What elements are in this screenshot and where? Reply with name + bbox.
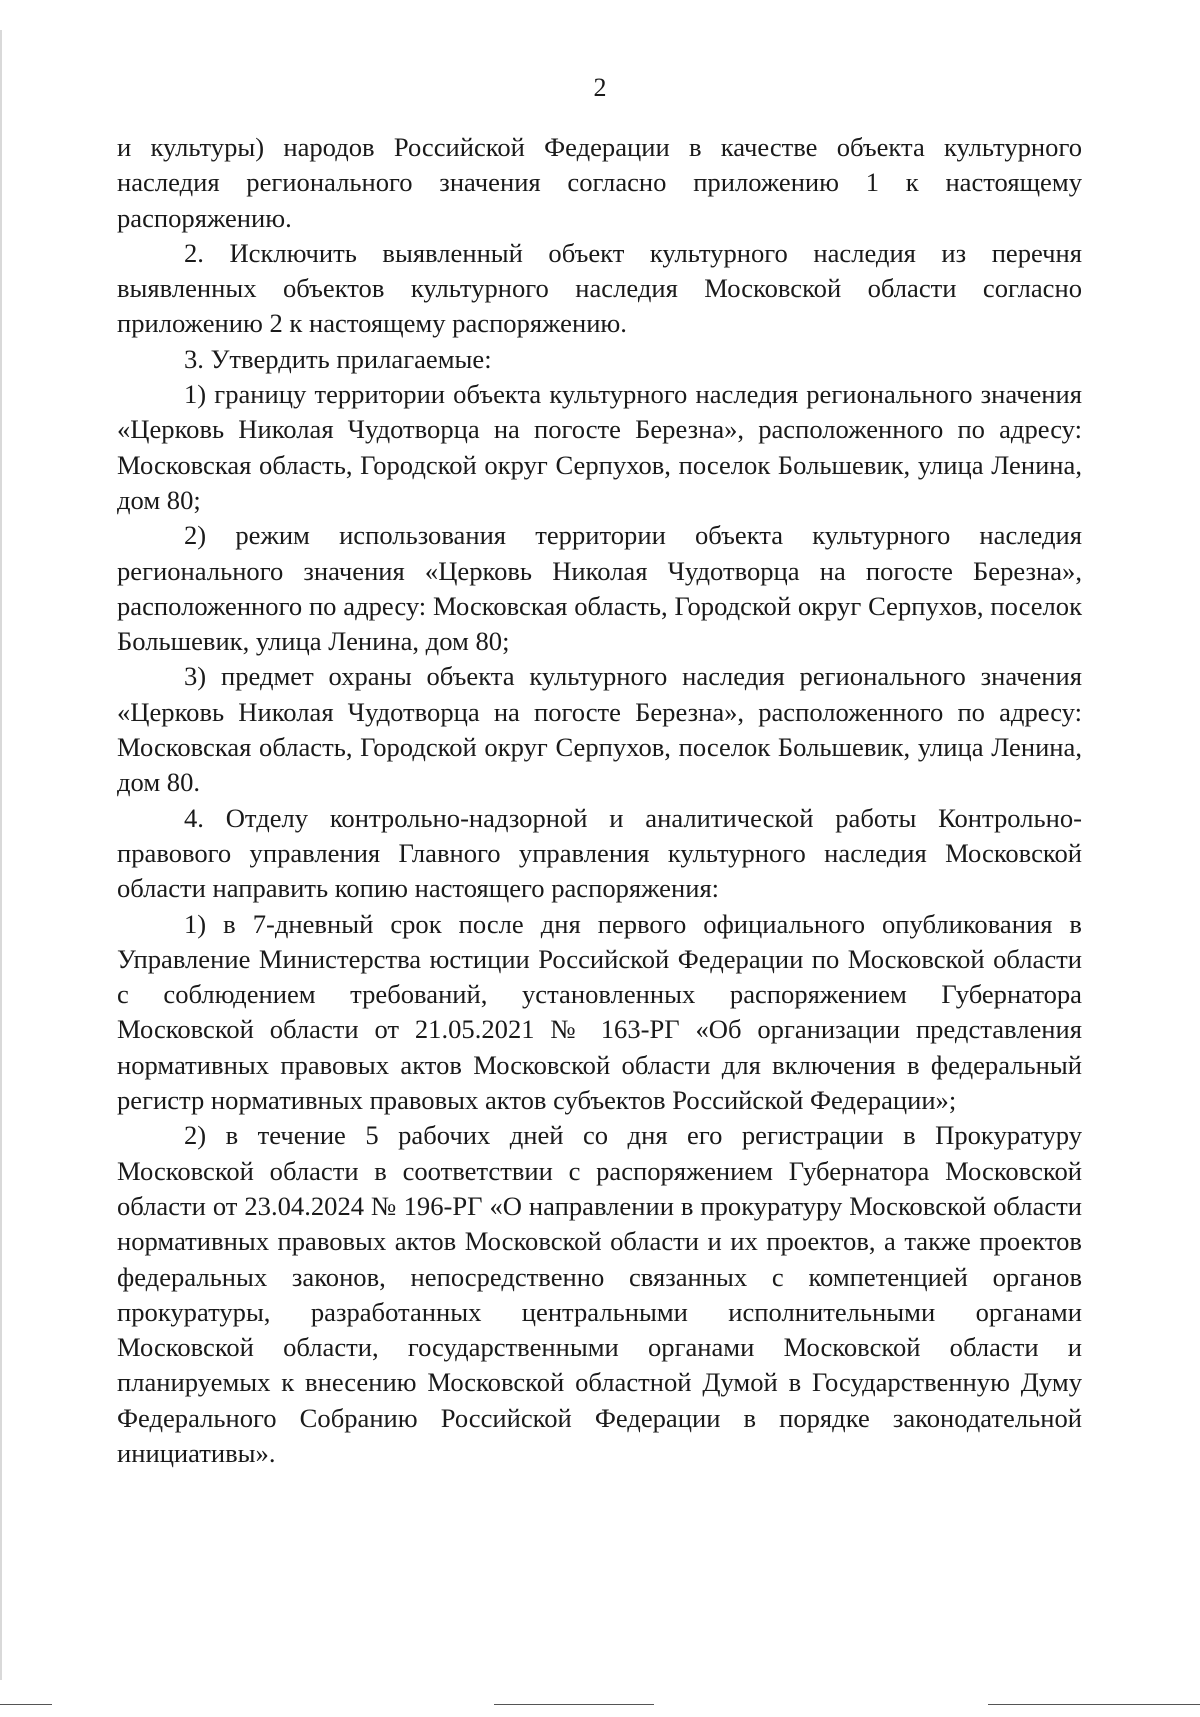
scan-left-edge bbox=[0, 30, 2, 1680]
paragraph-item-4-2: 2) в течение 5 рабочих дней со дня его регистрации в Прокуратуру Московской области в соответствии с распоряжением Губернатора Московской области от 23.04.2024 № 196-РГ «О направлении в прокуратуру Московской области нормативных правовых актов Московской области и их проектов, а также проектов федеральных законов, непосредственно связанных с компетенцией органов прокуратуры, разработанных центральными исполнительными органами Московской области, государственными органами Московской области и планируемых к внесению Московской областной Думой в Государственную Думу Федерального Собранию Российской Федерации в порядке законодательной инициативы». bbox=[117, 1120, 1082, 1468]
paragraph-continuation: и культуры) народов Российской Федерации в качестве объекта культурного наследия регионального значения согласно приложению 1 к настоящему распоряжению. bbox=[117, 132, 1082, 233]
paragraph-item-3: 3. Утвердить прилагаемые: bbox=[184, 343, 492, 374]
paragraph-item-4-1: 1) в 7-дневный срок после дня первого официального опубликования в Управление Министерства юстиции Российской Федерации по Московской области с соблюдением требований, установленных распоряжением Губернатора Московской области от 21.05.2021 № 163-РГ «Об организации представления нормативных правовых актов Московской области для включения в федеральный регистр нормативных правовых актов субъектов Российской Федерации»; bbox=[117, 908, 1082, 1116]
paragraph-item-3-3: 3) предмет охраны объекта культурного наследия регионального значения «Церковь Николая Чудотворца на погосте Березна», расположенного по адресу: Московская область, Городской округ Серпухов, поселок Большевик, улица Ленина, дом 80. bbox=[117, 661, 1082, 798]
footer-rule-right bbox=[988, 1704, 1200, 1705]
page-number: 2 bbox=[593, 73, 607, 102]
paragraph-item-2: 2. Исключить выявленный объект культурного наследия из перечня выявленных объектов культурного наследия Московской области согласно приложению 2 к настоящему распоряжению. bbox=[117, 237, 1082, 339]
paragraph-item-3-2: 2) режим использования территории объекта культурного наследия регионального значения «Церковь Николая Чудотворца на погосте Березна», расположенного по адресу: Московская область, Городской округ Серпухов, поселок Большевик, улица Ленина, дом 80; bbox=[117, 520, 1082, 657]
footer-rule-left bbox=[0, 1704, 52, 1705]
paragraph-item-3-1: 1) границу территории объекта культурного наследия регионального значения «Церковь Николая Чудотворца на погосте Березна», расположенного по адресу: Московская область, Городской округ Серпухов, поселок Большевик, улица Ленина, дом 80; bbox=[117, 379, 1082, 515]
footer-rule-center bbox=[494, 1704, 654, 1705]
document-body bbox=[117, 130, 1082, 1471]
paragraph-item-4: 4. Отделу контрольно-надзорной и аналитической работы Контрольно-правового управления Главного управления культурного наследия Московской области направить копию настоящего распоряжения: bbox=[117, 802, 1082, 904]
